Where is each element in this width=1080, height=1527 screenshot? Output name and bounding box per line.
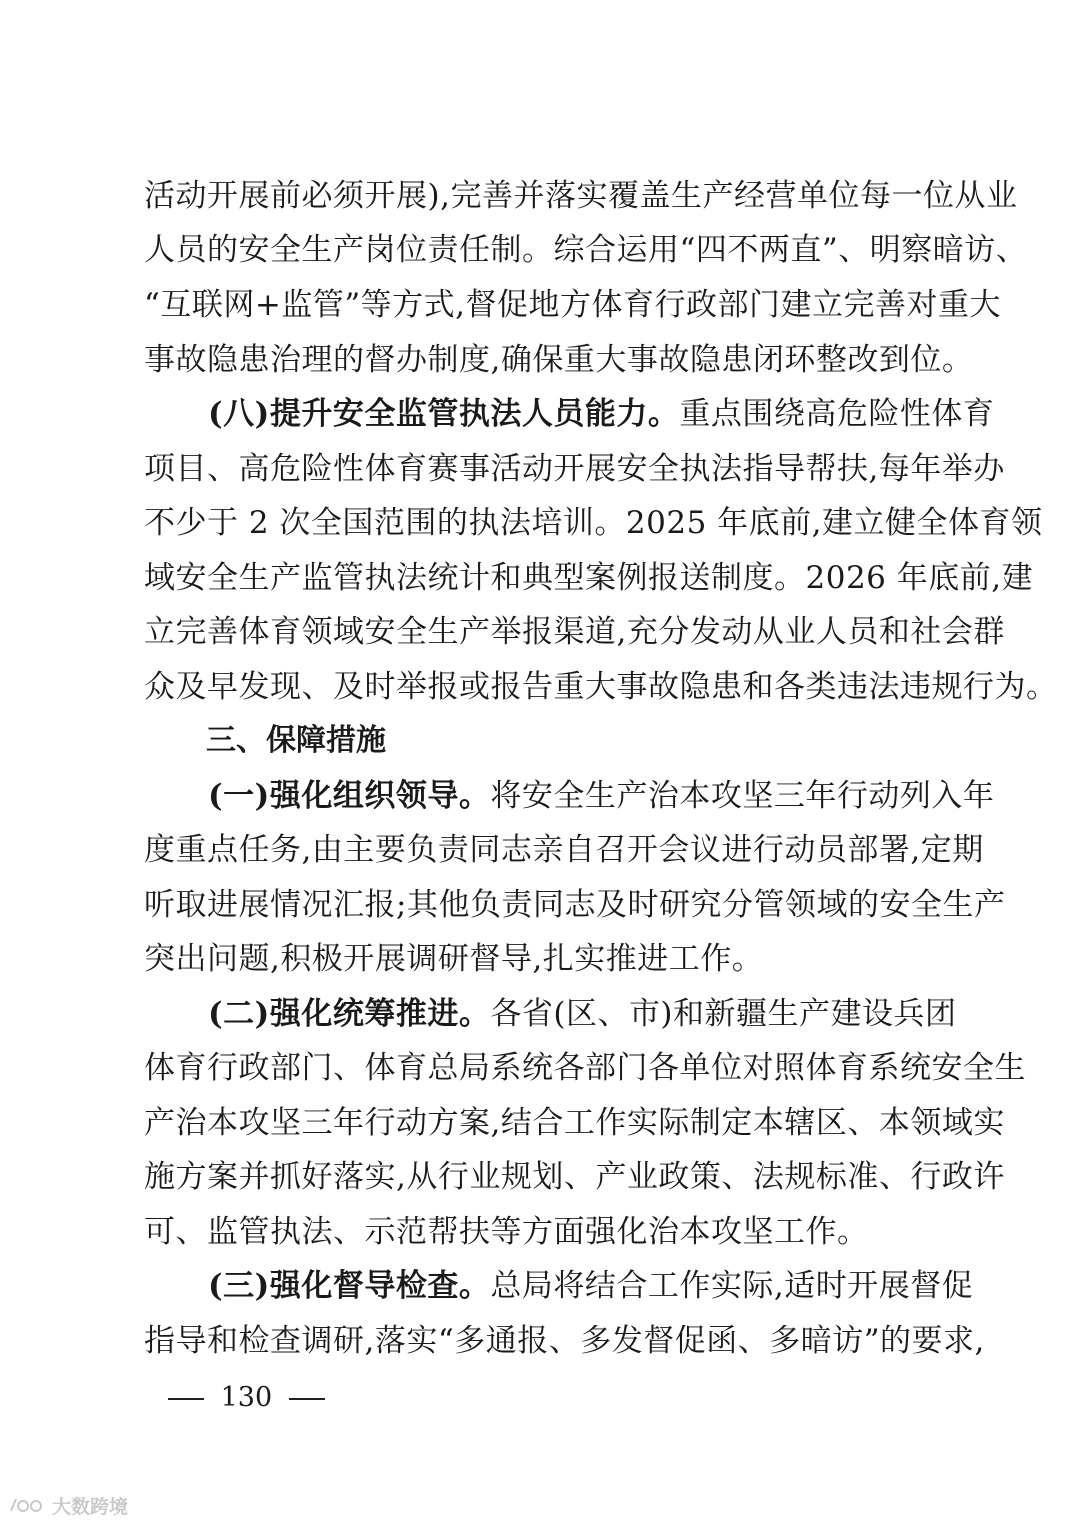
paragraph-first-line [208,776,995,816]
paragraph-first-line [208,394,995,434]
watermark-text: 大数跨境 [52,1495,129,1518]
paragraph-line: 域安全生产监管执法统计和典型案例报送制度。2026 年底前,建 [144,560,1034,596]
paragraph-line: 众及早发现、及时举报或报告重大事故隐患和各类违法违规行为。 [144,669,1058,705]
paragraph-line: 听取进展情况汇报;其他负责同志及时研究分管领域的安全生产 [144,887,1006,923]
paragraph-line: 事故隐患治理的督办制度,确保重大事故隐患闭环整改到位。 [144,342,974,378]
paragraph-text: 重点围绕高危险性体育 [679,396,995,432]
paragraph-line: 立完善体育领域安全生产举报渠道,充分发动从业人员和社会群 [144,614,1005,650]
watermark [8,1492,128,1518]
page-number-dash-right [289,1398,325,1400]
paragraph-line: 项目、高危险性体育赛事活动开展安全执法指导帮扶,每年举办 [144,451,1005,487]
paragraph-line: 可、监管执法、示范帮扶等方面强化治本攻坚工作。 [144,1214,869,1250]
paragraph-line: “互联网+监管”等方式,督促地方体育行政部门建立完善对重大 [144,287,1002,323]
paragraph-first-line [208,1266,974,1306]
paragraph-line: 指导和检查调研,落实“多通报、多发督促函、多暗访”的要求, [144,1323,985,1359]
paragraph-line: 度重点任务,由主要负责同志亲自召开会议进行动员部署,定期 [144,832,984,868]
page-number-value: 130 [220,1382,273,1413]
paragraph-text: 总局将结合工作实际,适时开展督促 [490,1268,974,1304]
section-title: 三、保障措施 [206,723,386,758]
paragraph-text: 各省(区、市)和新疆生产建设兵团 [490,996,957,1032]
paragraph-line: 活动开展前必须开展),完善并落实覆盖生产经营单位每一位从业 [144,178,1018,214]
page-number [160,1380,333,1416]
paragraph-line: 不少于 2 次全国范围的执法培训。2025 年底前,建立健全体育领 [144,505,1043,541]
paragraph-line: 突出问题,积极开展调研督导,扎实推进工作。 [144,941,764,977]
paragraph-line: 人员的安全生产岗位责任制。综合运用“四不两直”、明察暗访、 [144,232,1028,268]
subheading-2: (二)强化统筹推进。 [208,996,491,1032]
subheading-3: (三)强化督导检查。 [208,1268,491,1304]
paragraph-line: 体育行政部门、体育总局系统各部门各单位对照体育系统安全生 [144,1050,1026,1086]
paragraph-line: 施方案并抓好落实,从行业规划、产业政策、法规标准、行政许 [144,1159,1005,1195]
subheading-8: (八)提升安全监管执法人员能力。 [208,396,680,432]
paragraph-first-line [208,994,957,1034]
paragraph-line: 产治本攻坚三年行动方案,结合工作实际制定本辖区、本领域实 [144,1105,1005,1141]
page-number-dash-left [168,1398,204,1400]
subheading-1: (一)强化组织领导。 [208,778,491,814]
watermark-logo-icon [8,1495,46,1515]
paragraph-text: 将安全生产治本攻坚三年行动列入年 [490,778,995,814]
